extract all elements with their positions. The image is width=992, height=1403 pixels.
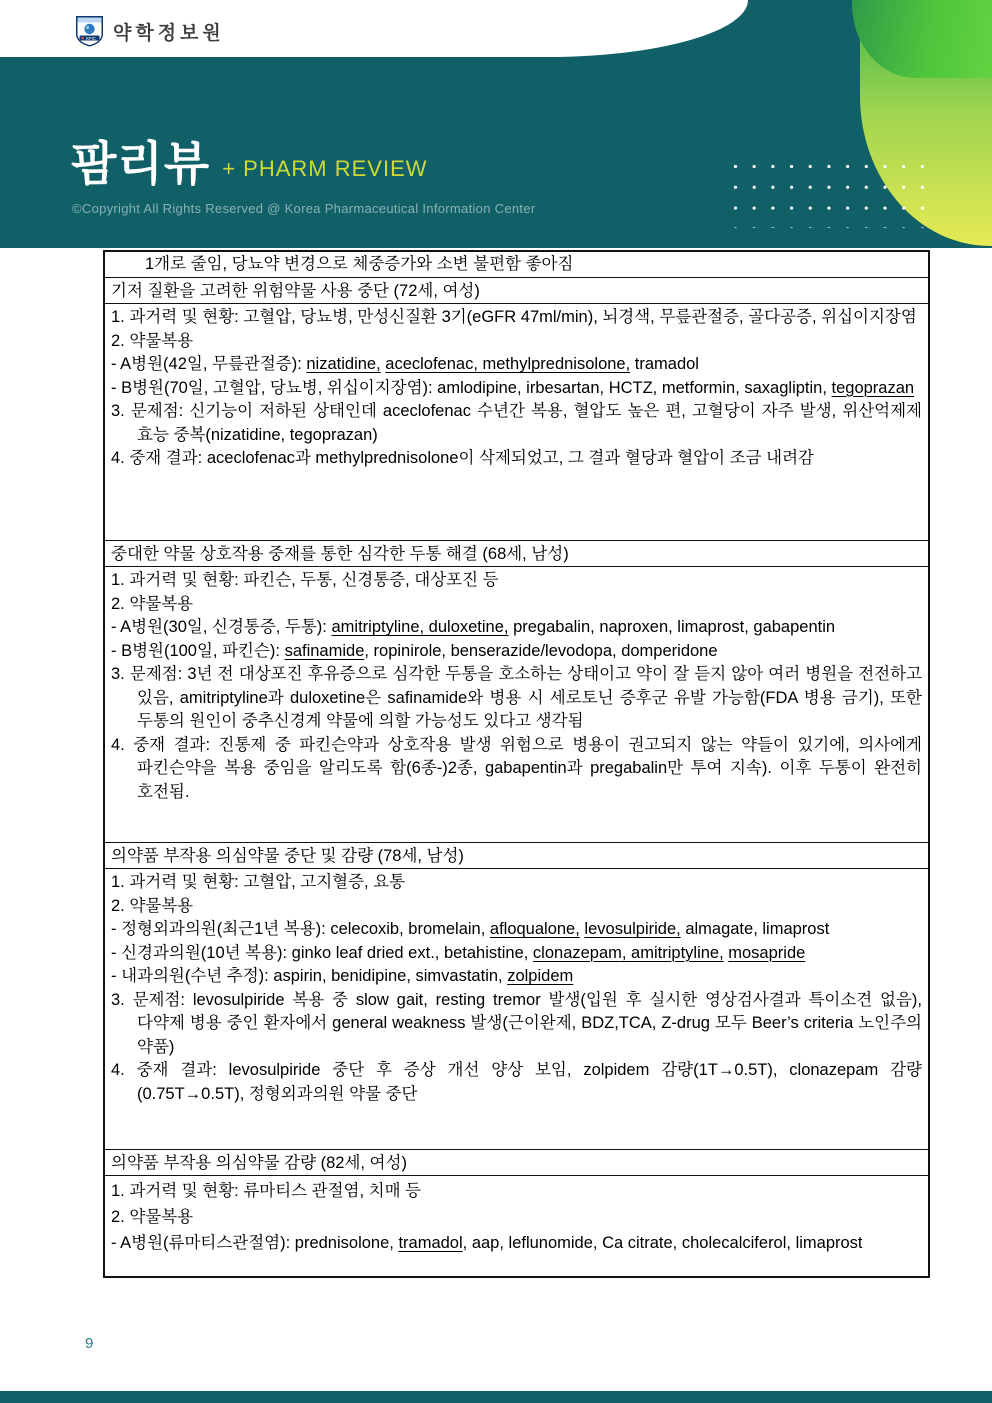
case-header-row-4 <box>105 1150 928 1176</box>
case-item: - A병원(30일, 신경통증, 두통): amitriptyline, duloxetine, pregabalin, naproxen, limaprost, gabapentin <box>111 618 836 636</box>
case-item: 2. 약물복용 <box>111 896 194 915</box>
page-number: 9 <box>85 1335 94 1352</box>
case-item: - B병원(100일, 파킨슨): safinamide, ropinirole, benserazide/levodopa, domperidone <box>111 641 718 660</box>
underlined-drug: tramadol <box>398 1234 463 1252</box>
case-item: 2. 약물복용 <box>111 331 194 350</box>
underlined-drug: afloqualone, <box>489 920 580 938</box>
case-item: 4. 중재 결과: levosulpiride 중단 후 증상 개선 양상 보임, zolpidem 감량(1T→0.5T), clonazepam 감량(0.75T→0.5T), 정형외과의원 약물 중단 <box>111 1061 922 1103</box>
underlined-drug: mosapride <box>728 943 806 962</box>
case-item: 1. 과거력 및 현황: 고혈압, 당뇨병, 만성신질환 3기(eGFR 47ml/min), 뇌경색, 무릎관절증, 골다공증, 위십이지장염 <box>111 308 917 326</box>
row-text: 1개로 줄임, 당뇨약 변경으로 체중증가와 소변 불편함 좋아짐 <box>145 255 574 273</box>
publication-title <box>71 137 428 190</box>
case-item: 1. 과거력 및 현황: 파킨슨, 두통, 신경통증, 대상포진 등 <box>111 571 499 589</box>
case-item: 1. 과거력 및 현황: 류마티스 관절염, 치매 등 <box>111 1182 422 1200</box>
case-item: 1. 과거력 및 현황: 고혈압, 고지혈증, 요통 <box>111 873 406 891</box>
underlined-drug: zolpidem <box>507 967 574 985</box>
underlined-drug: clonazepam, amitriptyline, <box>532 943 724 962</box>
copyright-text: ©Copyright All Rights Reserved @ Korea Pharmaceutical Information Center <box>72 201 536 216</box>
row-text: 의약품 부작용 의심약물 감량 (82세, 여성) <box>111 1154 407 1172</box>
case-item: - A병원(42일, 무릎관절증): nizatidine, aceclofenac, methylprednisolone, tramadol <box>111 355 699 373</box>
case-body-row-2 <box>105 567 928 843</box>
case-item: - 내과의원(수년 추정): aspirin, benidipine, simvastatin, zolpidem <box>111 967 574 985</box>
case-body-row-4 <box>105 1176 928 1276</box>
title-english: + PHARM REVIEW <box>222 156 428 181</box>
case-header-row-1 <box>105 278 928 304</box>
kpic-shield-icon <box>75 15 104 47</box>
case-table <box>103 250 930 1278</box>
org-logo <box>75 15 225 47</box>
case-body-row-3 <box>105 869 928 1150</box>
underlined-drug: safinamide <box>284 641 365 660</box>
case-item: - B병원(70일, 고혈압, 당뇨병, 위십이지장염): amlodipine, irbesartan, HCTZ, metformin, saxagliptin, tegoprazan <box>111 378 915 397</box>
underlined-drug: amitriptyline, duloxetine, <box>331 618 509 636</box>
case-item: 2. 약물복용 <box>111 594 194 613</box>
header-banner <box>0 0 992 248</box>
case-item: - 정형외과의원(최근1년 복용): celecoxib, bromelain, afloqualone, levosulpiride, almagate, limaprost <box>111 920 830 938</box>
row-text: 의약품 부작용 의심약물 중단 및 감량 (78세, 남성) <box>111 847 464 865</box>
continuation-row <box>105 252 928 278</box>
row-text: 중대한 약물 상호작용 중재를 통한 심각한 두통 해결 (68세, 남성) <box>111 545 569 563</box>
top-white-bar <box>0 0 748 57</box>
org-name: 약학정보원 <box>113 22 225 44</box>
row-text: 기저 질환을 고려한 위험약물 사용 중단 (72세, 여성) <box>111 282 480 300</box>
case-item: - A병원(류마티스관절염): prednisolone, tramadol, aap, leflunomide, Ca citrate, cholecalciferol, limaprost <box>111 1234 863 1252</box>
footer-bar <box>0 1391 992 1403</box>
kpic-emblem-text: KPIC <box>86 35 96 41</box>
case-item: 3. 문제점: 신기능이 저하된 상태인데 aceclofenac 수년간 복용, 혈압도 높은 편, 고혈당이 자주 발생, 위산억제제 효능 중복(nizatidine, tegoprazan) <box>111 402 922 444</box>
case-header-row-2 <box>105 541 928 567</box>
underlined-drug: aceclofenac, methylprednisolone, <box>385 355 631 373</box>
case-item: 4. 중재 결과: 진통제 중 파킨슨약과 상호작용 발생 위험으로 병용이 권고되지 않는 약들이 있기에, 의사에게 파킨슨약을 복용 중임을 알리도록 함(6종-)2종, gabapentin과 pregabalin만 투여 지속). 이후 두통이 완전히 호전됨. <box>111 735 922 801</box>
case-body-row-1 <box>105 304 928 541</box>
case-item: 2. 약물복용 <box>111 1208 194 1226</box>
underlined-drug: tegoprazan <box>831 378 915 397</box>
decor-dot-grid <box>733 164 939 228</box>
underlined-drug: levosulpiride, <box>584 920 681 938</box>
title-korean: 팜리뷰 <box>71 137 211 190</box>
underlined-drug: nizatidine, <box>306 355 381 373</box>
case-item: 3. 문제점: 3년 전 대상포진 후유증으로 심각한 두통을 호소하는 상태이고 약이 잘 듣지 않아 여러 병원을 전전하고 있음, amitriptyline과 duloxetine은 safinamide와 병용 시 세로토닌 증후군 유발 가능함(FDA 병용 금기), 또한 두통의 원인이 중추신경계 약물에 의할 가능성도 있다고 생각됨 <box>111 665 922 730</box>
case-item: 3. 문제점: levosulpiride 복용 중 slow gait, resting tremor 발생(입원 후 실시한 영상검사결과 특이소견 없음), 다약제 병용 중인 환자에서 general weakness 발생(근이완제, BDZ,TCA, Z-drug 모두 Beer’s criteria 노인주의 약품) <box>111 990 922 1056</box>
case-item: 4. 중재 결과: aceclofenac과 methylprednisolone이 삭제되었고, 그 결과 혈당과 혈압이 조금 내려감 <box>111 449 814 467</box>
case-item: - 신경과의원(10년 복용): ginko leaf dried ext., betahistine, clonazepam, amitriptyline, mosapride <box>111 943 806 962</box>
case-header-row-3 <box>105 843 928 869</box>
